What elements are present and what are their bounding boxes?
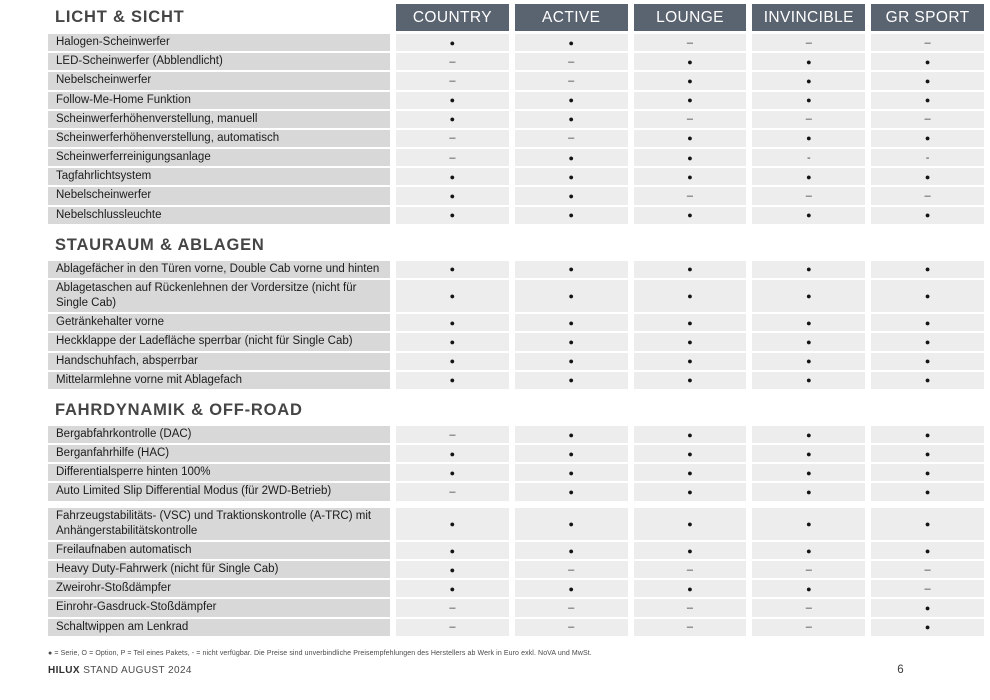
feature-label: Auto Limited Slip Differential Modus (für 2WD-Betrieb)	[48, 483, 390, 500]
availability-cell-not-available: –	[515, 53, 628, 70]
feature-label: Tagfahrlichtsystem	[48, 168, 390, 185]
availability-cell-standard: ●	[634, 130, 747, 147]
availability-cell-not-available: –	[634, 187, 747, 204]
availability-cell-standard: ●	[515, 542, 628, 559]
table-row	[48, 187, 984, 204]
availability-cell-standard: ●	[396, 353, 509, 370]
availability-cell-standard: ●	[752, 92, 865, 109]
table-row	[48, 508, 984, 540]
table-row	[48, 261, 984, 278]
table-row	[48, 599, 984, 616]
availability-cell-standard: ●	[752, 130, 865, 147]
availability-cell-not-available: -	[752, 149, 865, 166]
table-row	[48, 130, 984, 147]
availability-cell-not-available: –	[396, 72, 509, 89]
availability-cell-standard: ●	[752, 580, 865, 597]
availability-cell-standard: ●	[634, 92, 747, 109]
availability-cell-standard: ●	[871, 542, 984, 559]
feature-label: Nebelschlussleuchte	[48, 207, 390, 224]
availability-cell-standard: ●	[396, 34, 509, 51]
availability-cell-standard: ●	[396, 542, 509, 559]
availability-cell-standard: ●	[752, 445, 865, 462]
feature-label: Einrohr-Gasdruck-Stoßdämpfer	[48, 599, 390, 616]
section-title: STAURAUM & ABLAGEN	[55, 235, 265, 254]
availability-cell-standard: ●	[752, 168, 865, 185]
availability-cell-standard: ●	[515, 314, 628, 331]
availability-cell-standard: ●	[871, 483, 984, 500]
availability-cell-not-available: –	[752, 561, 865, 578]
feature-label: LED-Scheinwerfer (Abblendlicht)	[48, 53, 390, 70]
availability-cell-standard: ●	[515, 111, 628, 128]
availability-cell-standard: ●	[752, 353, 865, 370]
availability-cell-standard: ●	[752, 464, 865, 481]
availability-cell-standard: ●	[634, 372, 747, 389]
availability-cell-standard: ●	[634, 333, 747, 350]
availability-cell-not-available: –	[634, 599, 747, 616]
table-row	[48, 353, 984, 370]
availability-cell-not-available: –	[752, 187, 865, 204]
availability-cell-standard: ●	[515, 580, 628, 597]
availability-cell-standard: ●	[871, 92, 984, 109]
table-row	[48, 149, 984, 166]
availability-cell-standard: ●	[515, 353, 628, 370]
feature-label: Halogen-Scheinwerfer	[48, 34, 390, 51]
availability-cell-standard: ●	[515, 187, 628, 204]
availability-cell-standard: ●	[396, 111, 509, 128]
feature-label: Ablagefächer in den Türen vorne, Double Cab vorne und hinten	[48, 261, 390, 278]
table-row	[48, 168, 984, 185]
table-row	[48, 619, 984, 636]
availability-cell-not-available: –	[515, 130, 628, 147]
table-row	[48, 445, 984, 462]
availability-cell-standard: ●	[634, 426, 747, 443]
availability-cell-standard: ●	[396, 580, 509, 597]
availability-cell-standard: ●	[871, 599, 984, 616]
table-row	[48, 561, 984, 578]
availability-cell-standard: ●	[396, 92, 509, 109]
availability-cell-standard: ●	[752, 72, 865, 89]
availability-cell-standard: ●	[396, 168, 509, 185]
availability-cell-standard: ●	[871, 508, 984, 540]
availability-cell-not-available: –	[396, 483, 509, 500]
availability-cell-standard: ●	[396, 207, 509, 224]
availability-cell-standard: ●	[634, 261, 747, 278]
availability-cell-standard: ●	[515, 261, 628, 278]
availability-cell-not-available: –	[871, 561, 984, 578]
availability-cell-standard: ●	[634, 72, 747, 89]
feature-label: Differentialsperre hinten 100%	[48, 464, 390, 481]
availability-cell-standard: ●	[634, 314, 747, 331]
table-row	[48, 464, 984, 481]
availability-cell-standard: ●	[634, 508, 747, 540]
feature-label: Handschuhfach, absperrbar	[48, 353, 390, 370]
availability-cell-not-available: –	[515, 599, 628, 616]
availability-cell-standard: ●	[396, 261, 509, 278]
availability-cell-standard: ●	[634, 464, 747, 481]
availability-cell-not-available: –	[515, 561, 628, 578]
availability-cell-not-available: –	[396, 149, 509, 166]
availability-cell-standard: ●	[871, 53, 984, 70]
availability-cell-standard: ●	[515, 464, 628, 481]
table-row	[48, 580, 984, 597]
section-title: FAHRDYNAMIK & OFF-ROAD	[55, 400, 303, 419]
availability-cell-standard: ●	[396, 187, 509, 204]
availability-cell-standard: ●	[634, 445, 747, 462]
feature-label: Fahrzeugstabilitäts- (VSC) und Traktionskontrolle (A-TRC) mit Anhängerstabilitätskontrolle	[48, 508, 390, 540]
table-row	[48, 92, 984, 109]
availability-cell-not-available: –	[752, 34, 865, 51]
feature-label: Heckklappe der Ladefläche sperrbar (nicht für Single Cab)	[48, 333, 390, 350]
availability-cell-standard: ●	[871, 207, 984, 224]
availability-cell-not-available: –	[396, 53, 509, 70]
availability-cell-not-available: –	[515, 72, 628, 89]
availability-cell-standard: ●	[396, 464, 509, 481]
feature-label: Zweirohr-Stoßdämpfer	[48, 580, 390, 597]
availability-cell-standard: ●	[396, 508, 509, 540]
availability-cell-standard: ●	[752, 314, 865, 331]
footer-model-line	[48, 665, 192, 676]
table-row	[48, 72, 984, 89]
feature-label: Schaltwippen am Lenkrad	[48, 619, 390, 636]
feature-label: Getränkehalter vorne	[48, 314, 390, 331]
availability-cell-standard: ●	[871, 353, 984, 370]
availability-cell-not-available: –	[634, 619, 747, 636]
availability-cell-standard: ●	[752, 542, 865, 559]
availability-cell-standard: ●	[752, 280, 865, 312]
table-row	[48, 542, 984, 559]
availability-cell-not-available: –	[871, 34, 984, 51]
availability-cell-not-available: –	[396, 619, 509, 636]
availability-cell-not-available: –	[752, 599, 865, 616]
availability-cell-standard: ●	[634, 149, 747, 166]
availability-cell-standard: ●	[634, 168, 747, 185]
availability-cell-standard: ●	[752, 508, 865, 540]
availability-cell-standard: ●	[515, 372, 628, 389]
availability-cell-standard: ●	[871, 445, 984, 462]
footnote-legend: ● = Serie, O = Option, P = Teil eines Pakets, - = nicht verfügbar. Die Preise sind unverbindliche Preisempfehlungen des Herstellers ab Werk in Euro exkl. NoVA und MwSt.	[48, 650, 592, 657]
availability-cell-standard: ●	[871, 168, 984, 185]
availability-cell-standard: ●	[871, 619, 984, 636]
availability-cell-standard: ●	[752, 53, 865, 70]
footer-brand-name: HILUX	[48, 665, 80, 676]
availability-cell-standard: ●	[396, 333, 509, 350]
availability-cell-not-available: –	[396, 599, 509, 616]
table-row	[48, 53, 984, 70]
availability-cell-standard: ●	[515, 508, 628, 540]
availability-cell-standard: ●	[515, 168, 628, 185]
availability-cell-standard: ●	[871, 314, 984, 331]
availability-cell-standard: ●	[752, 372, 865, 389]
availability-cell-not-available: –	[634, 111, 747, 128]
availability-cell-standard: ●	[871, 130, 984, 147]
footer-date: STAND AUGUST 2024	[83, 665, 192, 676]
availability-cell-standard: ●	[871, 372, 984, 389]
availability-cell-standard: ●	[752, 261, 865, 278]
feature-label: Mittelarmlehne vorne mit Ablagefach	[48, 372, 390, 389]
availability-cell-standard: ●	[396, 314, 509, 331]
availability-cell-standard: ●	[871, 72, 984, 89]
table-row	[48, 111, 984, 128]
feature-label: Follow-Me-Home Funktion	[48, 92, 390, 109]
table-row	[48, 34, 984, 51]
footer-brand-row	[48, 664, 984, 676]
availability-cell-standard: ●	[515, 149, 628, 166]
availability-cell-standard: ●	[634, 207, 747, 224]
feature-label: Scheinwerferhöhenverstellung, automatisch	[48, 130, 390, 147]
availability-cell-standard: ●	[396, 372, 509, 389]
column-header: INVINCIBLE	[752, 4, 865, 31]
table-row	[48, 372, 984, 389]
page-number: 6	[897, 664, 904, 676]
column-header: GR SPORT	[871, 4, 984, 31]
availability-cell-standard: ●	[634, 353, 747, 370]
availability-cell-standard: ●	[634, 280, 747, 312]
feature-label: Bergabfahrkontrolle (DAC)	[48, 426, 390, 443]
availability-cell-standard: ●	[396, 561, 509, 578]
availability-cell-not-available: –	[871, 580, 984, 597]
availability-cell-not-available: –	[396, 130, 509, 147]
availability-cell-standard: ●	[634, 580, 747, 597]
availability-cell-standard: ●	[752, 207, 865, 224]
availability-cell-not-available: –	[871, 187, 984, 204]
availability-cell-standard: ●	[634, 483, 747, 500]
table-header-row	[48, 4, 984, 31]
availability-cell-standard: ●	[871, 426, 984, 443]
availability-cell-standard: ●	[515, 333, 628, 350]
availability-cell-standard: ●	[871, 280, 984, 312]
table-row	[48, 280, 984, 312]
availability-cell-standard: ●	[752, 426, 865, 443]
availability-cell-not-available: –	[396, 426, 509, 443]
feature-label: Nebelscheinwerfer	[48, 187, 390, 204]
column-header: COUNTRY	[396, 4, 509, 31]
availability-cell-standard: ●	[871, 333, 984, 350]
feature-label: Scheinwerferreinigungsanlage	[48, 149, 390, 166]
availability-cell-not-available: -	[871, 149, 984, 166]
table-row	[48, 483, 984, 500]
feature-label: Ablagetaschen auf Rückenlehnen der Vordersitze (nicht für Single Cab)	[48, 280, 390, 312]
availability-cell-standard: ●	[515, 426, 628, 443]
table-row	[48, 207, 984, 224]
availability-cell-standard: ●	[634, 542, 747, 559]
feature-label: Scheinwerferhöhenverstellung, manuell	[48, 111, 390, 128]
availability-cell-standard: ●	[515, 483, 628, 500]
feature-label: Freilaufnaben automatisch	[48, 542, 390, 559]
availability-cell-standard: ●	[515, 92, 628, 109]
features-table	[48, 4, 984, 636]
availability-cell-standard: ●	[634, 53, 747, 70]
section-title: LICHT & SICHT	[55, 8, 185, 26]
column-header: ACTIVE	[515, 4, 628, 31]
availability-cell-standard: ●	[871, 261, 984, 278]
availability-cell-standard: ●	[752, 333, 865, 350]
availability-cell-not-available: –	[634, 561, 747, 578]
feature-label: Nebelscheinwerfer	[48, 72, 390, 89]
table-row	[48, 314, 984, 331]
availability-cell-not-available: –	[515, 619, 628, 636]
feature-label: Heavy Duty-Fahrwerk (nicht für Single Cab)	[48, 561, 390, 578]
availability-cell-not-available: –	[871, 111, 984, 128]
availability-cell-standard: ●	[515, 280, 628, 312]
availability-cell-standard: ●	[515, 445, 628, 462]
availability-cell-standard: ●	[515, 207, 628, 224]
availability-cell-standard: ●	[396, 280, 509, 312]
table-row	[48, 333, 984, 350]
availability-cell-not-available: –	[752, 619, 865, 636]
availability-cell-standard: ●	[871, 464, 984, 481]
availability-cell-standard: ●	[752, 483, 865, 500]
availability-cell-not-available: –	[634, 34, 747, 51]
table-row	[48, 426, 984, 443]
availability-cell-not-available: –	[752, 111, 865, 128]
availability-cell-standard: ●	[396, 445, 509, 462]
availability-cell-standard: ●	[515, 34, 628, 51]
feature-label: Berganfahrhilfe (HAC)	[48, 445, 390, 462]
column-header: LOUNGE	[634, 4, 747, 31]
footer	[48, 650, 984, 676]
